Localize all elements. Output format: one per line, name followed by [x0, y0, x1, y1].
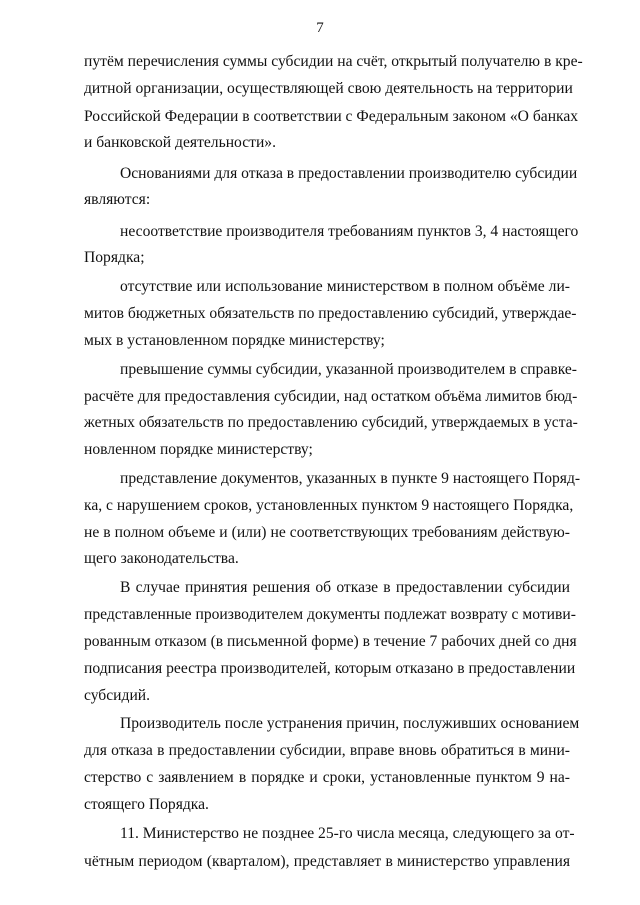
text-line: превышение суммы субсидии, указанной производителем в справке- — [120, 361, 577, 378]
text-line: Российской Федерации в соответствии с Федеральным законом «О банках — [84, 108, 579, 125]
text-line: митов бюджетных обязательств по предоставлению субсидий, утверждае- — [84, 305, 577, 322]
text-line: расчёте для предоставления субсидии, над остатком объёма лимитов бюд- — [84, 388, 578, 405]
text-line: рованным отказом (в письменной форме) в течение 7 рабочих дней со дня — [84, 633, 577, 650]
text-line: и банковской деятельности». — [84, 134, 277, 151]
text-line: для отказа в предоставлении субсидии, вправе вновь обратиться в мини- — [84, 742, 570, 759]
text-line: стерство с заявлением в порядке и сроки, установленные пунктом 9 на- — [84, 769, 570, 786]
text-line: путём перечисления суммы субсидии на счёт, открытый получателю в кре- — [84, 53, 583, 70]
text-line: несоответствие производителя требованиям пунктов 3, 4 настоящего — [120, 223, 579, 240]
text-line: стоящего Порядка. — [84, 796, 209, 813]
text-line: представленные производителем документы подлежат возврату с мотиви- — [84, 606, 576, 623]
text-line: отсутствие или использование министерством в полном объёме ли- — [120, 278, 570, 295]
text-line: субсидий. — [84, 687, 151, 704]
text-line: ка, с нарушением сроков, установленных пунктом 9 настоящего Порядка, — [84, 497, 574, 514]
text-line: представление документов, указанных в пункте 9 настоящего Поряд- — [120, 470, 581, 487]
text-line: не в полном объеме и (или) не соответствующих требованиям действую- — [84, 524, 570, 541]
text-line: мых в установленном порядке министерству; — [84, 332, 385, 349]
text-line: Основаниями для отказа в предоставлении производителю субсидии — [120, 165, 578, 182]
text-line: подписания реестра производителей, которым отказано в предоставлении — [84, 660, 576, 677]
page-number: 7 — [316, 20, 324, 36]
text-line: В случае принятия решения об отказе в предоставлении субсидии — [120, 579, 570, 596]
text-line: новленном порядке министерству; — [84, 441, 313, 458]
text-line: Порядка; — [84, 249, 145, 266]
text-line: являются: — [84, 191, 151, 208]
text-line: 11. Министерство не позднее 25-го числа месяца, следующего за от- — [120, 825, 575, 842]
text-line: чётным периодом (кварталом), представляет в министерство управления — [84, 853, 570, 870]
text-line: дитной организации, осуществляющей свою деятельность на территории — [84, 80, 573, 97]
text-line: щего законодательства. — [84, 550, 239, 567]
text-line: жетных обязательств по предоставлению субсидий, утверждаемых в уста- — [84, 414, 578, 431]
text-line: Производитель после устранения причин, послуживших основанием — [120, 715, 580, 732]
